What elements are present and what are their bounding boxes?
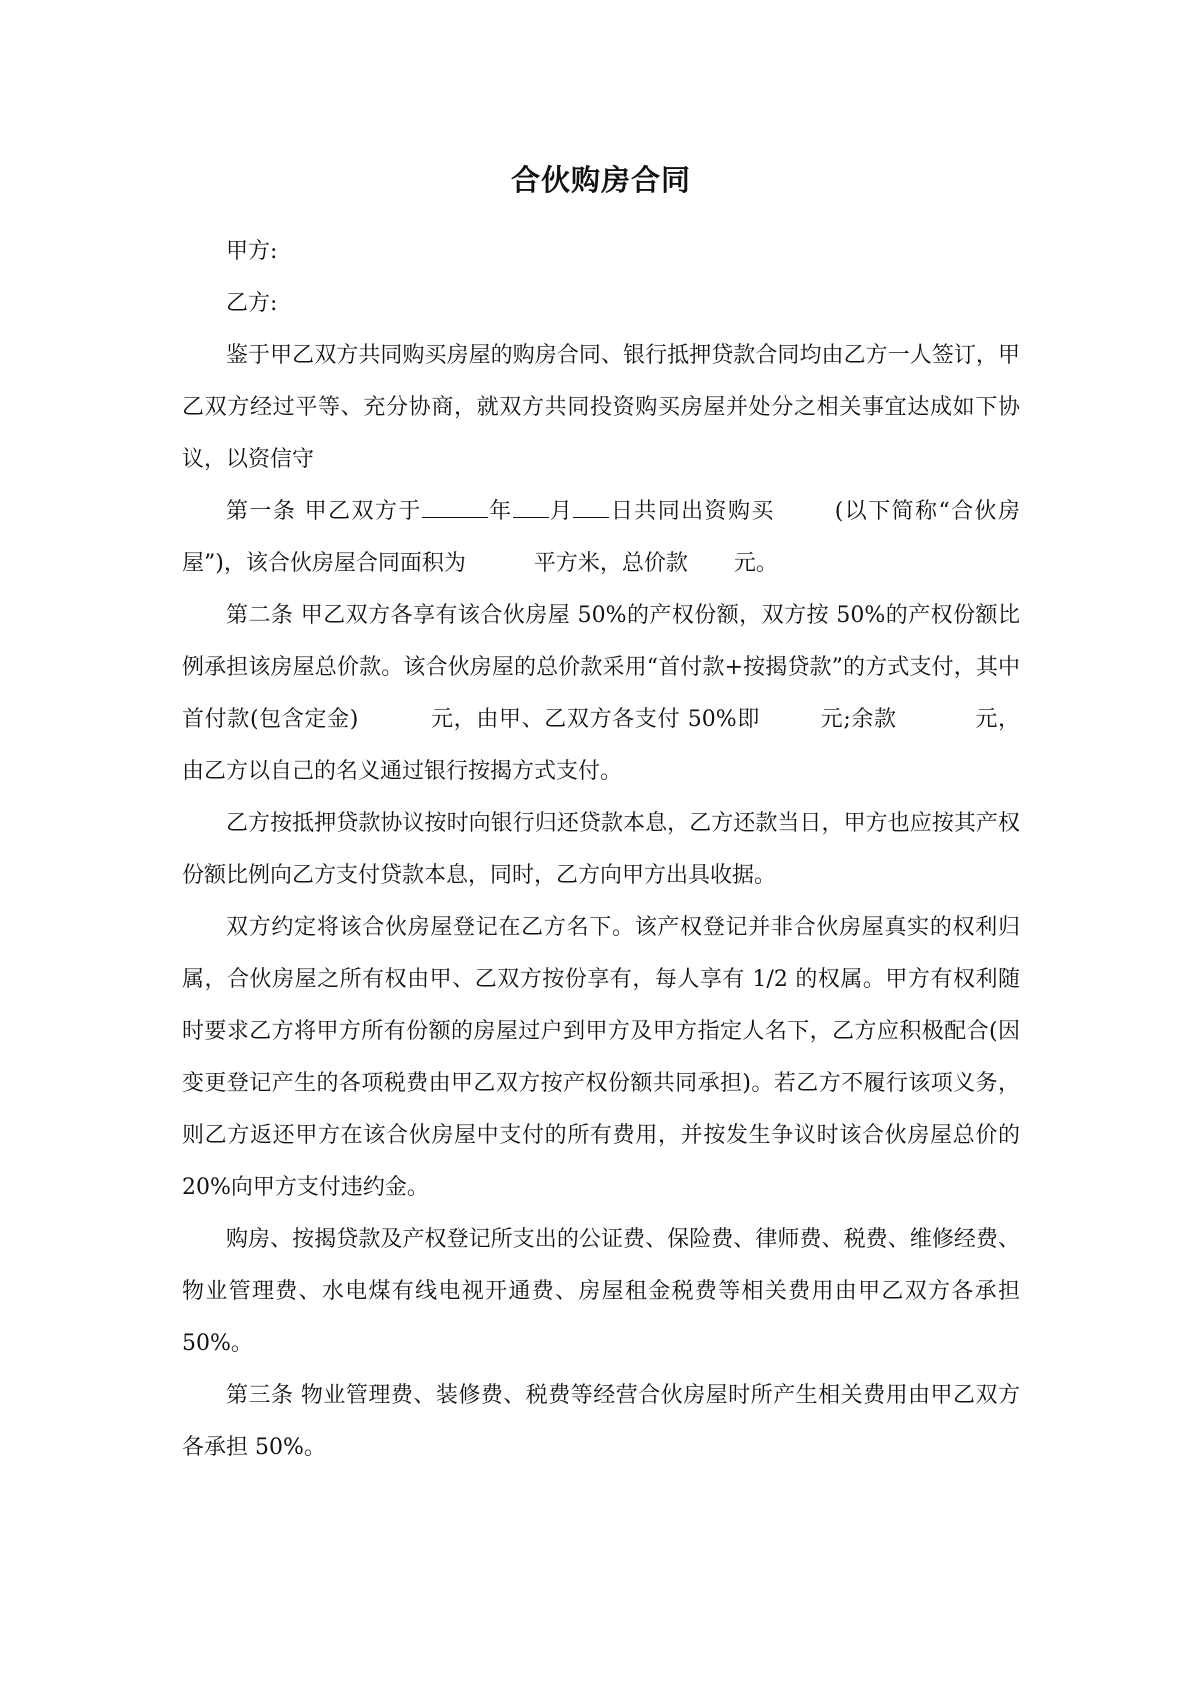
article-2-part-1: 第二条 甲乙双方各享有该合伙房屋 50%的产权份额，双方按 50%的产权份额比例承担该房屋总价款。该合伙房屋的总价款采用“首付款+按揭贷款”的方式支付，其中首付款(包含定金) <box>182 603 1020 732</box>
document-title: 合伙购房合同 <box>510 163 691 197</box>
document-body <box>182 226 1020 1474</box>
article-1-middle-text: (以下简称“合伙房屋”)，该合伙房屋合同面积为 <box>182 499 1020 576</box>
party-b-line: 乙方: <box>226 291 278 316</box>
party-a-line: 甲方: <box>226 239 278 264</box>
article-2-part-2: 元，由甲、乙双方各支付 50%即 <box>430 707 761 732</box>
loan-repayment-paragraph: 乙方按抵押贷款协议按时向银行归还贷款本息，乙方还款当日，甲方也应按其产权份额比例向乙方支付贷款本息，同时，乙方向甲方出具收据。 <box>182 811 1020 888</box>
registration-paragraph: 双方约定将该合伙房屋登记在乙方名下。该产权登记并非合伙房屋真实的权利归属，合伙房屋之所有权由甲、乙双方按份享有，每人享有 1/2 的权属。甲方有权利随时要求乙方将甲方所有份额的房屋过户到甲方及甲方指定人名下，乙方应积极配合(因变更登记产生的各项税费由甲乙双方按产权份额共同承担)。若乙方不履行该项义务，则乙方返还甲方在该合伙房屋中支付的所有费用，并按发生争议时该合伙房屋总价的 20%向甲方支付违约金。 <box>182 915 1020 1200</box>
day-blank[interactable] <box>573 493 609 518</box>
article-1-paragraph <box>182 486 1020 590</box>
year-blank[interactable] <box>422 493 488 518</box>
article-2-part-3: 元;余款 <box>820 707 897 732</box>
month-label: 月 <box>548 499 574 524</box>
area-unit-text: 平方米，总价款 <box>533 551 688 576</box>
day-purchase-text: 日共同出资购买 <box>609 499 775 524</box>
article-1-prefix: 第一条 甲乙双方于 <box>226 499 422 524</box>
article-2-part-4: 元，由乙方以自己的名义通过银行按揭方式支付。 <box>182 707 1020 784</box>
article-3-paragraph: 第三条 物业管理费、装修费、税费等经营合伙房屋时所产生相关费用由甲乙双方各承担 50%。 <box>182 1383 1020 1460</box>
preamble-paragraph: 鉴于甲乙双方共同购买房屋的购房合同、银行抵押贷款合同均由乙方一人签订，甲乙双方经过平等、充分协商，就双方共同投资购买房屋并处分之相关事宜达成如下协议，以资信守 <box>182 343 1020 472</box>
fees-paragraph: 购房、按揭贷款及产权登记所支出的公证费、保险费、律师费、税费、维修经费、物业管理费、水电煤有线电视开通费、房屋租金税费等相关费用由甲乙双方各承担 50%。 <box>182 1227 1020 1356</box>
yuan-text: 元。 <box>733 551 778 576</box>
article-2-paragraph <box>182 590 1020 798</box>
month-blank[interactable] <box>513 493 549 518</box>
year-label: 年 <box>487 499 513 524</box>
